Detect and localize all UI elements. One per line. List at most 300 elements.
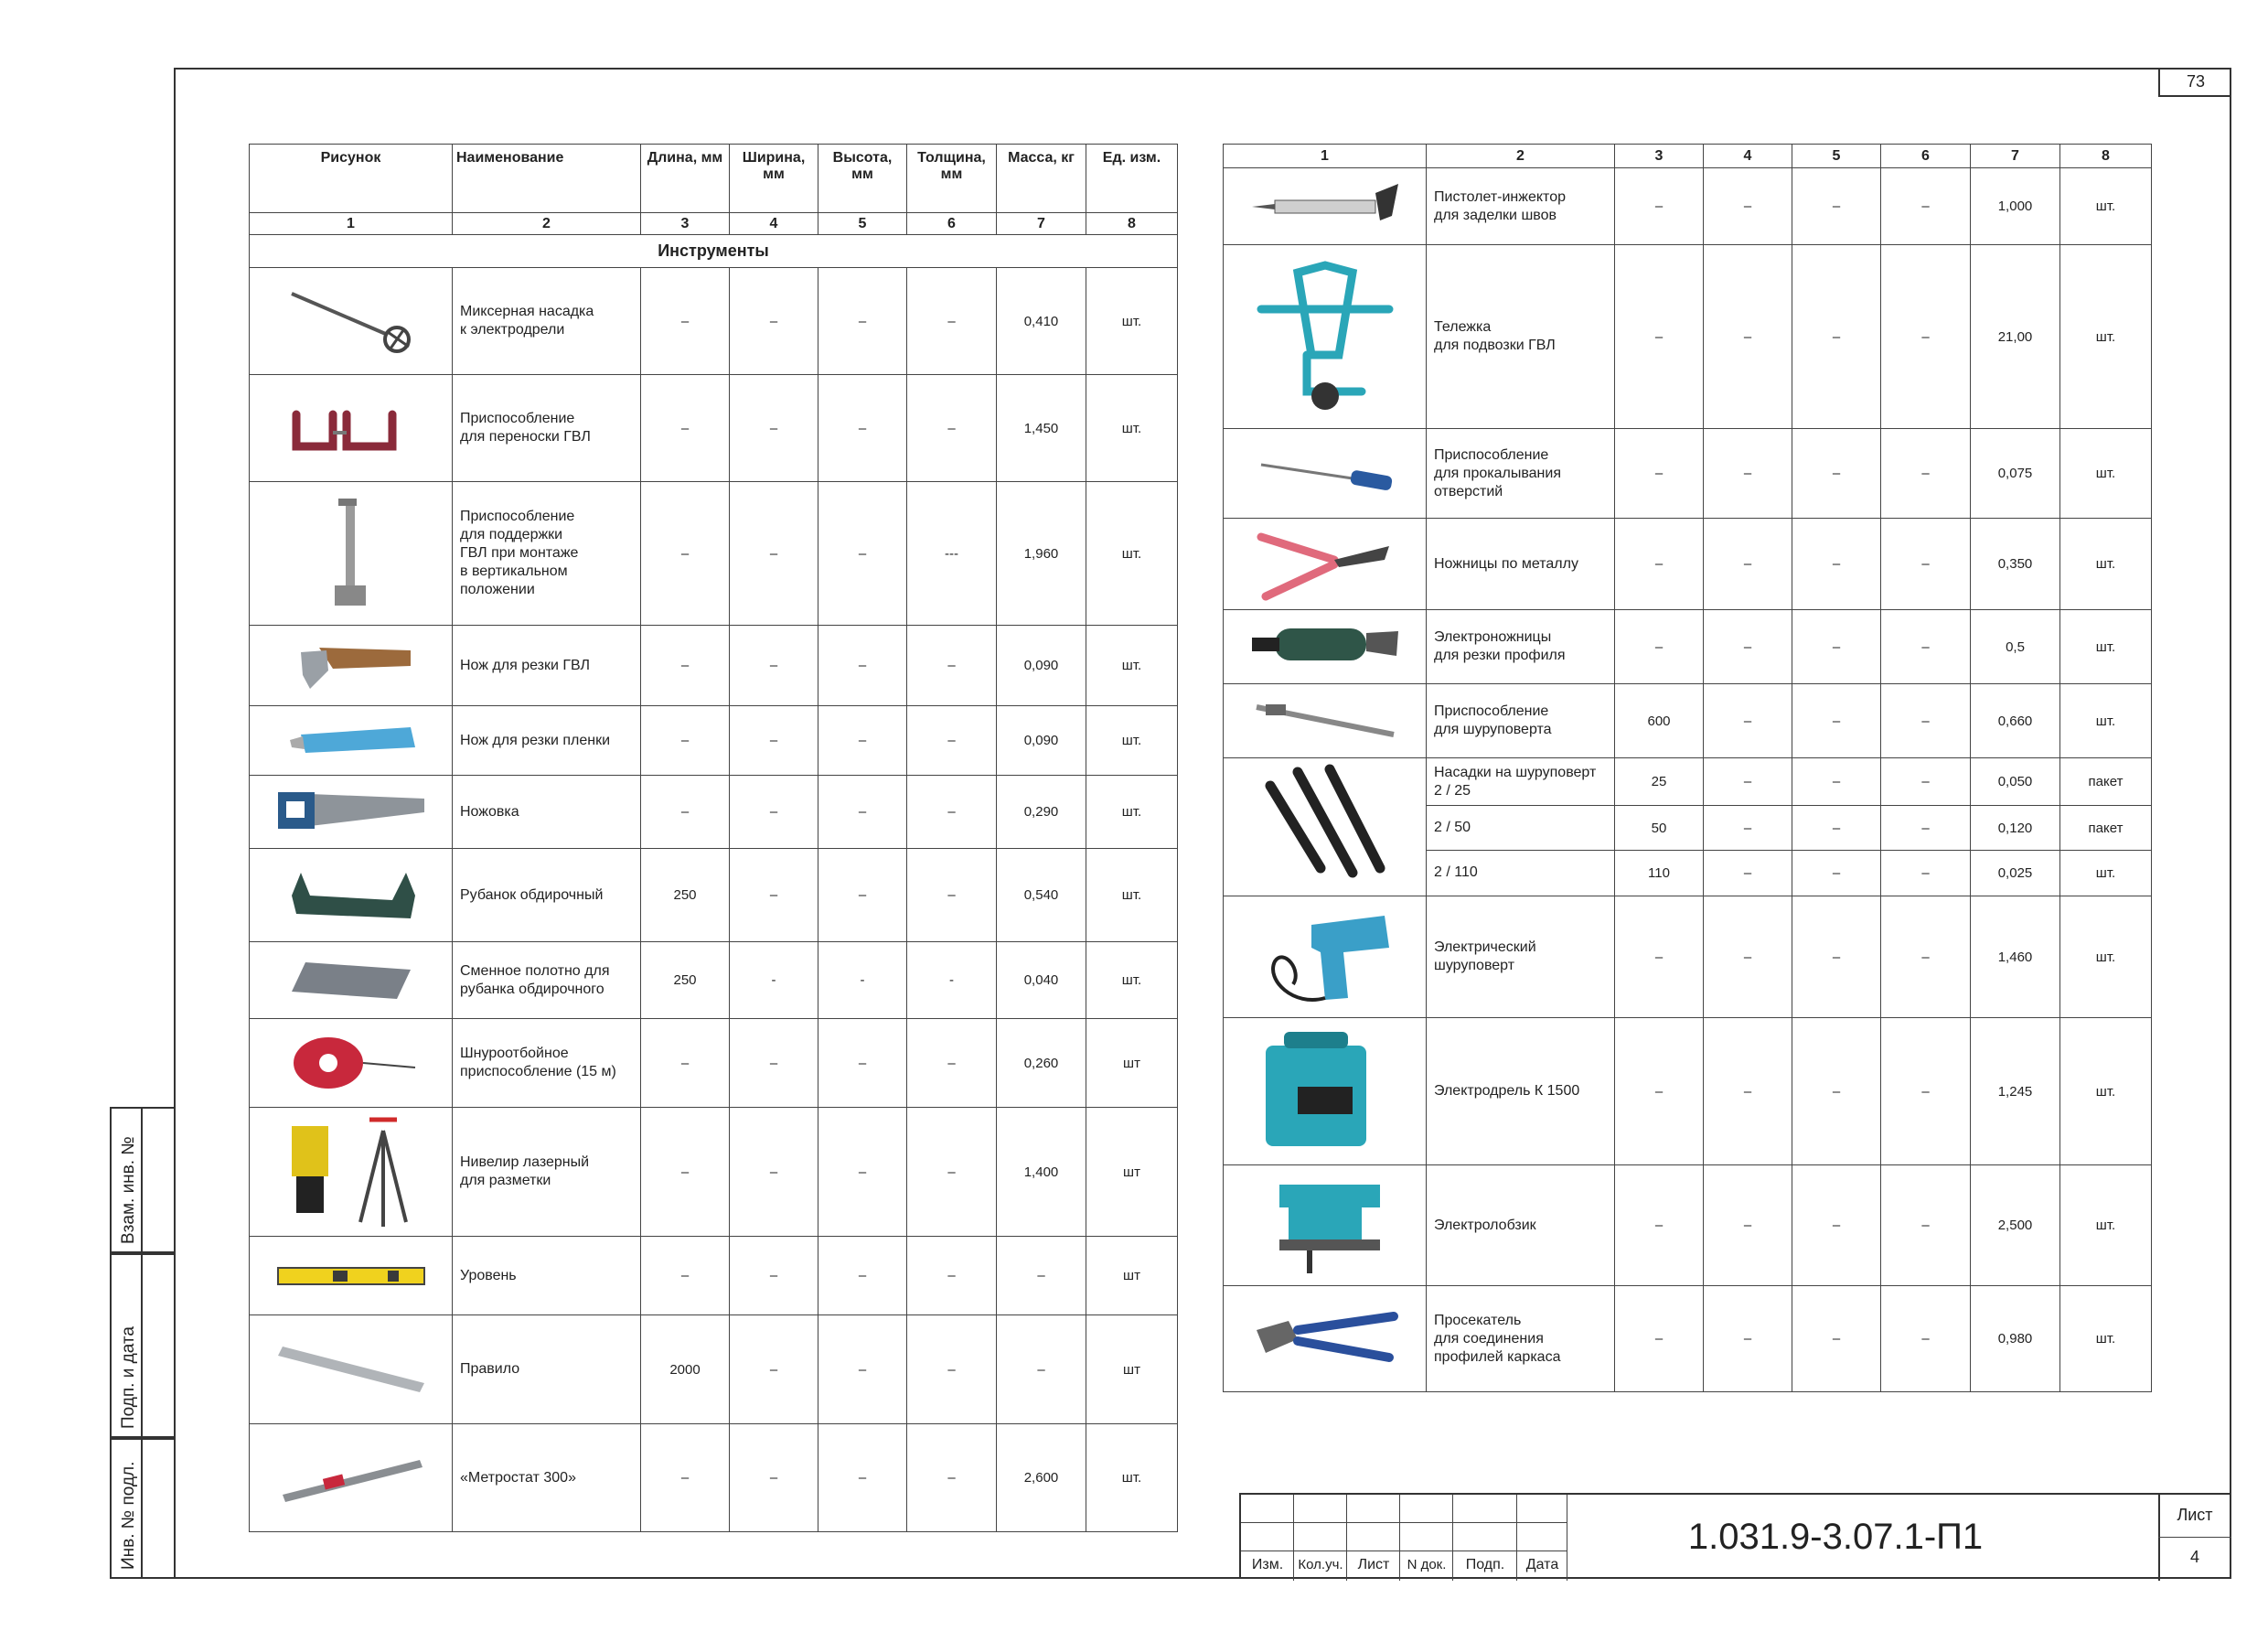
col5-value: –	[1792, 610, 1881, 684]
col4-value: –	[1704, 1286, 1792, 1392]
height-value: –	[818, 849, 907, 942]
mass-value: 1,245	[1971, 1018, 2060, 1165]
header-height: Высота, мм	[818, 145, 907, 213]
length-value: 2000	[641, 1315, 730, 1424]
tool-name: Правило	[453, 1315, 641, 1424]
screwdriver-bits-icon	[1224, 758, 1426, 896]
side-stamp-inv	[110, 1438, 174, 1579]
table-row	[250, 1108, 1178, 1237]
height-value: -	[818, 942, 907, 1019]
col-number: 5	[818, 213, 907, 235]
stamp-label-list: Лист	[1357, 1557, 1390, 1572]
col4-value: –	[1704, 806, 1792, 850]
unit-value: шт.	[1086, 375, 1178, 482]
width-value: –	[730, 1237, 818, 1315]
tools-table-right	[1223, 144, 2152, 1392]
gvl-carrier-icon	[250, 396, 452, 460]
width-value: –	[730, 849, 818, 942]
mass-value: –	[997, 1315, 1086, 1424]
mass-value: 0,260	[997, 1019, 1086, 1108]
tool-picture	[250, 706, 453, 776]
col-number: 8	[2060, 145, 2152, 168]
table-row	[250, 706, 1178, 776]
tool-name: Приспособление для шуруповерта	[1427, 684, 1615, 758]
column-number-row	[250, 213, 1178, 235]
width-value: –	[730, 626, 818, 706]
mass-value: 0,025	[1971, 850, 2060, 896]
table-row	[250, 1237, 1178, 1315]
col5-value: –	[1792, 758, 1881, 806]
col-number: 4	[1704, 145, 1792, 168]
col4-value: –	[1704, 1018, 1792, 1165]
unit-value: шт.	[2060, 429, 2152, 519]
header-name: Наименование	[453, 145, 641, 213]
height-value: –	[818, 626, 907, 706]
electric-shears-icon	[1224, 615, 1426, 679]
col3-value: –	[1615, 168, 1704, 245]
col5-value: –	[1792, 1165, 1881, 1286]
header-mass: Масса, кг	[997, 145, 1086, 213]
col6-value: –	[1881, 758, 1971, 806]
tools-table-left	[249, 144, 1178, 1532]
tool-name: Тележка для подвозки ГВЛ	[1427, 245, 1615, 429]
table-row	[250, 626, 1178, 706]
length-value: –	[641, 776, 730, 849]
width-value: –	[730, 1108, 818, 1237]
side-label-vzam: Взам. инв. №	[119, 1136, 138, 1244]
height-value: –	[818, 776, 907, 849]
tool-name: Нож для резки пленки	[453, 706, 641, 776]
mass-value: 2,600	[997, 1424, 1086, 1532]
col4-value: –	[1704, 429, 1792, 519]
unit-value: шт.	[2060, 1286, 2152, 1392]
unit-value: шт	[1086, 1108, 1178, 1237]
height-value: –	[818, 1237, 907, 1315]
mass-value: 0,120	[1971, 806, 2060, 850]
unit-value: пакет	[2060, 758, 2152, 806]
header-length: Длина, мм	[641, 145, 730, 213]
tool-picture	[250, 1108, 453, 1237]
mass-value: 0,040	[997, 942, 1086, 1019]
side-label-inv: Инв. № подл.	[119, 1461, 138, 1570]
tool-name: Шнуроотбойное приспособление (15 м)	[453, 1019, 641, 1108]
mass-value: 0,980	[1971, 1286, 2060, 1392]
mass-value: 1,960	[997, 482, 1086, 626]
col-number: 1	[1224, 145, 1427, 168]
table-row	[250, 942, 1178, 1019]
tool-name: Электроножницы для резки профиля	[1427, 610, 1615, 684]
unit-value: пакет	[2060, 806, 2152, 850]
electric-drill-case-icon	[1224, 1023, 1426, 1160]
table-row	[1224, 429, 2152, 519]
col5-value: –	[1792, 168, 1881, 245]
col4-value: –	[1704, 684, 1792, 758]
col6-value: –	[1881, 610, 1971, 684]
tool-name: 2 / 110	[1427, 850, 1615, 896]
unit-value: шт.	[2060, 850, 2152, 896]
col3-value: –	[1615, 610, 1704, 684]
col6-value: –	[1881, 684, 1971, 758]
thickness-value: –	[907, 1424, 997, 1532]
thickness-value: –	[907, 375, 997, 482]
side-stamp-vzam	[110, 1107, 174, 1253]
side-label-podp: Подп. и дата	[119, 1326, 138, 1429]
col3-value: –	[1615, 1286, 1704, 1392]
table-row	[1224, 519, 2152, 610]
stamp-label-podp: Подп.	[1465, 1557, 1505, 1572]
mass-value: 0,290	[997, 776, 1086, 849]
title-block	[1239, 1493, 2231, 1579]
thickness-value: –	[907, 1237, 997, 1315]
tool-picture	[250, 375, 453, 482]
length-value: –	[641, 375, 730, 482]
mass-value: 21,00	[1971, 245, 2060, 429]
unit-value: шт	[1086, 1019, 1178, 1108]
unit-value: шт.	[2060, 1018, 2152, 1165]
thickness-value: ---	[907, 482, 997, 626]
mass-value: 0,660	[1971, 684, 2060, 758]
column-number-row	[1224, 145, 2152, 168]
gvl-knife-icon	[250, 634, 452, 698]
col-number: 3	[1615, 145, 1704, 168]
chalk-line-icon	[250, 1026, 452, 1100]
tool-picture	[1224, 684, 1427, 758]
mass-value: 1,460	[1971, 896, 2060, 1018]
tool-name: Насадки на шуруповерт 2 / 25	[1427, 758, 1615, 806]
height-value: –	[818, 1108, 907, 1237]
length-value: –	[641, 1424, 730, 1532]
unit-value: шт.	[1086, 849, 1178, 942]
length-value: –	[641, 1019, 730, 1108]
caulk-gun-icon	[1224, 175, 1426, 239]
col5-value: –	[1792, 245, 1881, 429]
thickness-value: –	[907, 626, 997, 706]
height-value: –	[818, 1315, 907, 1424]
thickness-value: –	[907, 776, 997, 849]
col6-value: –	[1881, 429, 1971, 519]
mass-value: 0,050	[1971, 758, 2060, 806]
col5-value: –	[1792, 684, 1881, 758]
tool-name: Электролобзик	[1427, 1165, 1615, 1286]
unit-value: шт	[1086, 1237, 1178, 1315]
col3-value: 25	[1615, 758, 1704, 806]
col-number: 6	[1881, 145, 1971, 168]
col3-value: –	[1615, 896, 1704, 1018]
table-row	[1224, 1165, 2152, 1286]
thickness-value: –	[907, 706, 997, 776]
unit-value: шт.	[1086, 626, 1178, 706]
tool-name: Ножницы по металлу	[1427, 519, 1615, 610]
length-value: 250	[641, 849, 730, 942]
mass-value: 0,540	[997, 849, 1086, 942]
header-width: Ширина, мм	[730, 145, 818, 213]
sheet-label: Лист	[2177, 1506, 2213, 1524]
screwdriver-attachment-icon	[1224, 693, 1426, 748]
thickness-value: –	[907, 849, 997, 942]
tool-name: Уровень	[453, 1237, 641, 1315]
rasp-plane-icon	[250, 859, 452, 932]
height-value: –	[818, 482, 907, 626]
page-number: 73	[2158, 68, 2231, 97]
mass-value: 1,000	[1971, 168, 2060, 245]
tool-name: Приспособление для поддержки ГВЛ при монтаже в вертикальном положении	[453, 482, 641, 626]
tool-picture	[250, 626, 453, 706]
col3-value: –	[1615, 519, 1704, 610]
height-value: –	[818, 706, 907, 776]
unit-value: шт.	[2060, 245, 2152, 429]
col6-value: –	[1881, 245, 1971, 429]
unit-value: шт.	[2060, 896, 2152, 1018]
table-row	[250, 268, 1178, 375]
unit-value: шт.	[1086, 776, 1178, 849]
table-row	[250, 1424, 1178, 1532]
table-row	[1224, 610, 2152, 684]
height-value: –	[818, 375, 907, 482]
table-row	[250, 375, 1178, 482]
straightedge-icon	[250, 1333, 452, 1406]
stamp-label-data: Дата	[1525, 1557, 1559, 1572]
length-value: –	[641, 706, 730, 776]
stamp-label-koluch: Кол.уч.	[1298, 1557, 1343, 1572]
col4-value: –	[1704, 610, 1792, 684]
mixer-attachment-icon	[250, 284, 452, 358]
unit-value: шт	[1086, 1315, 1178, 1424]
gvl-trolley-icon	[1224, 254, 1426, 419]
jigsaw-icon	[1224, 1166, 1426, 1285]
col-number: 7	[997, 213, 1086, 235]
profile-crimper-icon	[1224, 1303, 1426, 1376]
stamp-label-izm: Изм.	[1251, 1557, 1284, 1572]
tool-name: «Метростат 300»	[453, 1424, 641, 1532]
tool-picture	[1224, 758, 1427, 896]
tool-picture	[1224, 896, 1427, 1018]
stamp-label-ndok: N док.	[1407, 1557, 1447, 1572]
col-number: 2	[453, 213, 641, 235]
length-value: –	[641, 482, 730, 626]
length-value: –	[641, 1237, 730, 1315]
col6-value: –	[1881, 806, 1971, 850]
awl-icon	[1224, 451, 1426, 497]
thickness-value: -	[907, 942, 997, 1019]
height-value: –	[818, 1019, 907, 1108]
col5-value: –	[1792, 806, 1881, 850]
col3-value: 600	[1615, 684, 1704, 758]
mass-value: 0,350	[1971, 519, 2060, 610]
height-value: –	[818, 1424, 907, 1532]
tool-name: Нивелир лазерный для разметки	[453, 1108, 641, 1237]
header-unit: Ед. изм.	[1086, 145, 1178, 213]
col5-value: –	[1792, 850, 1881, 896]
table-row	[1224, 1286, 2152, 1392]
table-row	[1224, 896, 2152, 1018]
col4-value: –	[1704, 896, 1792, 1018]
mass-value: 0,075	[1971, 429, 2060, 519]
table-row	[1224, 1018, 2152, 1165]
table-row	[250, 482, 1178, 626]
unit-value: шт.	[2060, 1165, 2152, 1286]
width-value: –	[730, 1424, 818, 1532]
thickness-value: –	[907, 268, 997, 375]
unit-value: шт.	[2060, 684, 2152, 758]
col4-value: –	[1704, 1165, 1792, 1286]
col4-value: –	[1704, 758, 1792, 806]
table-row	[1224, 245, 2152, 429]
tool-name: Пистолет-инжектор для заделки швов	[1427, 168, 1615, 245]
tool-picture	[250, 1237, 453, 1315]
tool-name: Нож для резки ГВЛ	[453, 626, 641, 706]
col-number: 3	[641, 213, 730, 235]
tool-picture	[250, 776, 453, 849]
mass-value: 1,450	[997, 375, 1086, 482]
col6-value: –	[1881, 1018, 1971, 1165]
laser-level-icon	[250, 1112, 452, 1231]
col5-value: –	[1792, 1018, 1881, 1165]
sheet-value: 4	[2189, 1548, 2199, 1566]
thickness-value: –	[907, 1108, 997, 1237]
section-row	[250, 235, 1178, 268]
col3-value: –	[1615, 1165, 1704, 1286]
col4-value: –	[1704, 519, 1792, 610]
gvl-support-icon	[250, 494, 452, 613]
col3-value: 110	[1615, 850, 1704, 896]
section-title: Инструменты	[250, 235, 1178, 268]
tool-name: Ножовка	[453, 776, 641, 849]
unit-value: шт.	[1086, 1424, 1178, 1532]
unit-value: шт.	[2060, 519, 2152, 610]
table-row	[1224, 168, 2152, 245]
length-value: –	[641, 1108, 730, 1237]
width-value: –	[730, 268, 818, 375]
col5-value: –	[1792, 429, 1881, 519]
col5-value: –	[1792, 896, 1881, 1018]
tool-picture	[250, 942, 453, 1019]
col4-value: –	[1704, 245, 1792, 429]
tool-name: Приспособление для прокалывания отверстий	[1427, 429, 1615, 519]
plane-blade-icon	[250, 953, 452, 1008]
width-value: –	[730, 1019, 818, 1108]
col6-value: –	[1881, 1286, 1971, 1392]
thickness-value: –	[907, 1019, 997, 1108]
tool-name: 2 / 50	[1427, 806, 1615, 850]
header-picture: Рисунок	[250, 145, 453, 213]
width-value: –	[730, 482, 818, 626]
mass-value: 1,400	[997, 1108, 1086, 1237]
unit-value: шт.	[1086, 706, 1178, 776]
table-row	[250, 776, 1178, 849]
tool-picture	[1224, 168, 1427, 245]
col-number: 8	[1086, 213, 1178, 235]
width-value: –	[730, 776, 818, 849]
col3-value: –	[1615, 245, 1704, 429]
side-stamp-podp	[110, 1253, 174, 1438]
mass-value: 0,090	[997, 706, 1086, 776]
width-value: –	[730, 706, 818, 776]
film-knife-icon	[250, 718, 452, 764]
width-value: –	[730, 375, 818, 482]
width-value: –	[730, 1315, 818, 1424]
mass-value: 0,410	[997, 268, 1086, 375]
col-number: 2	[1427, 145, 1615, 168]
col6-value: –	[1881, 896, 1971, 1018]
mass-value: 0,5	[1971, 610, 2060, 684]
tool-name: Миксерная насадка к электродрели	[453, 268, 641, 375]
tool-name: Электрический шуруповерт	[1427, 896, 1615, 1018]
header-row	[250, 145, 1178, 213]
tool-picture	[1224, 519, 1427, 610]
tool-name: Приспособление для переноски ГВЛ	[453, 375, 641, 482]
table-row	[250, 1019, 1178, 1108]
tool-picture	[1224, 610, 1427, 684]
tool-picture	[250, 1315, 453, 1424]
unit-value: шт.	[2060, 610, 2152, 684]
length-value: –	[641, 268, 730, 375]
tool-picture	[250, 849, 453, 942]
height-value: –	[818, 268, 907, 375]
tool-name: Просекатель для соединения профилей каркаса	[1427, 1286, 1615, 1392]
col6-value: –	[1881, 850, 1971, 896]
col-number: 7	[1971, 145, 2060, 168]
table-row	[250, 849, 1178, 942]
document-number: 1.031.9-3.07.1-П1	[1687, 1517, 1984, 1557]
electric-screwdriver-icon	[1224, 897, 1426, 1016]
col4-value: –	[1704, 850, 1792, 896]
tool-picture	[1224, 1018, 1427, 1165]
mass-value: –	[997, 1237, 1086, 1315]
unit-value: шт.	[2060, 168, 2152, 245]
tool-picture	[250, 1424, 453, 1532]
col-number: 5	[1792, 145, 1881, 168]
header-thickness: Толщина, мм	[907, 145, 997, 213]
unit-value: шт.	[1086, 942, 1178, 1019]
handsaw-icon	[250, 785, 452, 840]
length-value: 250	[641, 942, 730, 1019]
metrostat-icon	[250, 1442, 452, 1515]
col5-value: –	[1792, 1286, 1881, 1392]
mass-value: 2,500	[1971, 1165, 2060, 1286]
length-value: –	[641, 626, 730, 706]
col6-value: –	[1881, 1165, 1971, 1286]
tool-name: Рубанок обдирочный	[453, 849, 641, 942]
unit-value: шт.	[1086, 482, 1178, 626]
col3-value: –	[1615, 429, 1704, 519]
col6-value: –	[1881, 168, 1971, 245]
spirit-level-icon	[250, 1262, 452, 1290]
col3-value: 50	[1615, 806, 1704, 850]
col-number: 4	[730, 213, 818, 235]
table-row	[1224, 684, 2152, 758]
tool-picture	[250, 268, 453, 375]
width-value: -	[730, 942, 818, 1019]
tool-picture	[1224, 1286, 1427, 1392]
tool-picture	[1224, 429, 1427, 519]
table-row	[1224, 758, 2152, 806]
col5-value: –	[1792, 519, 1881, 610]
col-number: 6	[907, 213, 997, 235]
col3-value: –	[1615, 1018, 1704, 1165]
table-row	[250, 1315, 1178, 1424]
col6-value: –	[1881, 519, 1971, 610]
unit-value: шт.	[1086, 268, 1178, 375]
mass-value: 0,090	[997, 626, 1086, 706]
tool-name: Сменное полотно для рубанка обдирочного	[453, 942, 641, 1019]
tool-picture	[250, 1019, 453, 1108]
tool-name: Электродрель К 1500	[1427, 1018, 1615, 1165]
thickness-value: –	[907, 1315, 997, 1424]
tool-picture	[250, 482, 453, 626]
metal-shears-icon	[1224, 523, 1426, 606]
col4-value: –	[1704, 168, 1792, 245]
col-number: 1	[250, 213, 453, 235]
